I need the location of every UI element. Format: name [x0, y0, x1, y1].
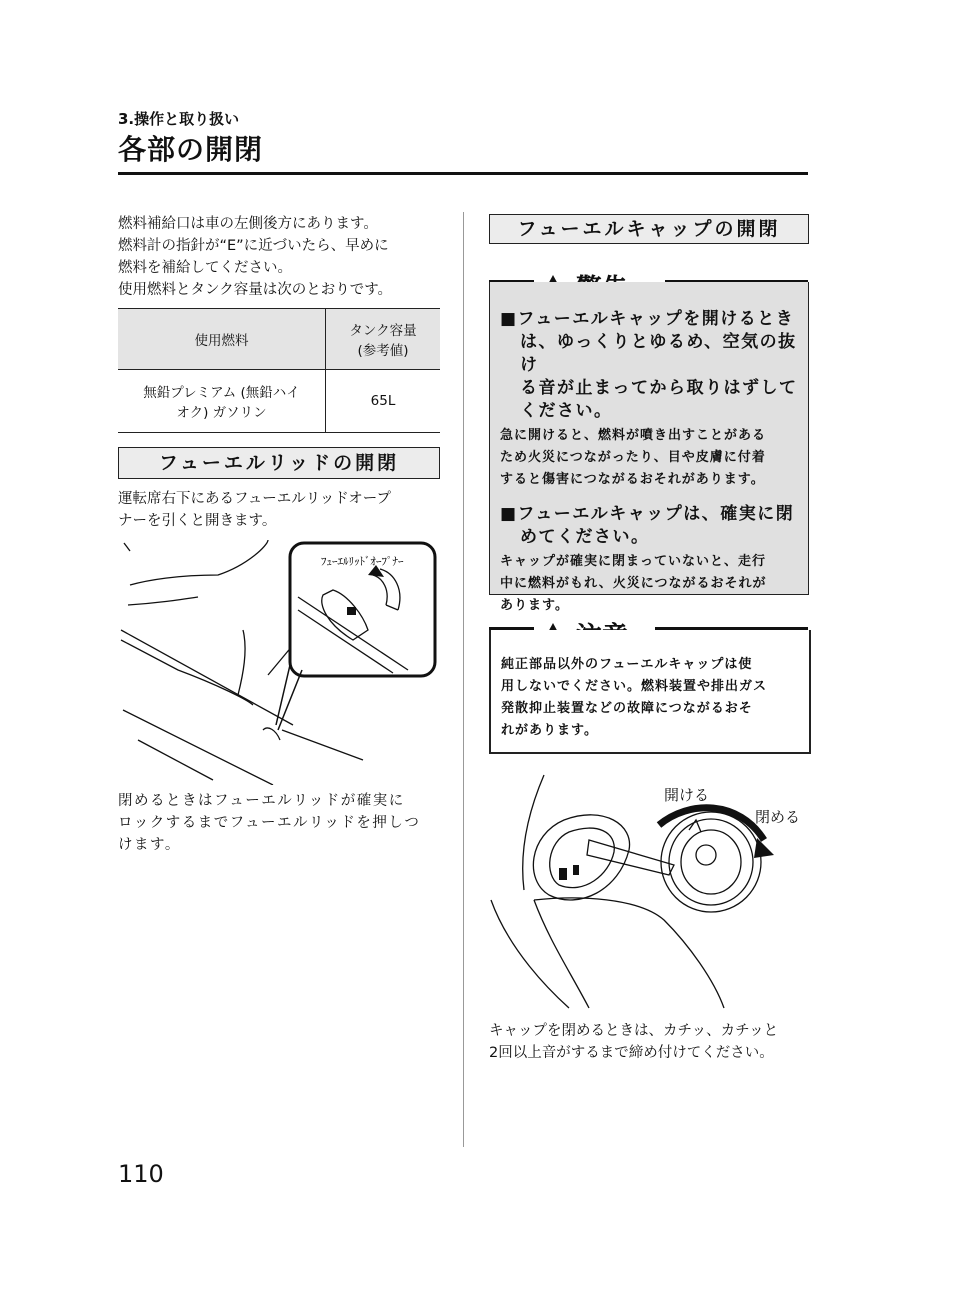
warning-item1-title: ■フューエルキャップを開けるとき は、ゆっくりとゆるめ、空気の抜け る音が止まってから取りはずして ください。 [500, 309, 798, 421]
page-title: 各部の開閉 [118, 133, 264, 166]
chapter-label: 3.操作と取り扱い [118, 110, 240, 128]
table-header-capacity: タンク容量 (参考値) [326, 309, 441, 370]
lid-close-text: 閉めるときはフューエルリッドが確実に ロックするまでフューエルリッドを押しつ けます。 [118, 793, 421, 853]
title-rule [118, 172, 808, 175]
caution-box: 純正部品以外のフューエルキャップは使 用しないでください。燃料装置や排出ガス 発散抑止装置などの故障につながるおそ れがあります。 [489, 630, 811, 754]
lid-open-text: 運転席右下にあるフューエルリッドオープ ナーを引くと開きます。 [118, 491, 392, 529]
opener-label: ﾌｭｰｴﾙﾘｯﾄﾞｵｰﾌﾟﾅｰ [321, 555, 404, 568]
table-header-fuel: 使用燃料 [118, 309, 326, 370]
warning-box [489, 282, 809, 613]
warning-item2-title: ■フューエルキャップは、確実に閉 めてください。 [500, 504, 795, 547]
open-label: 開ける [664, 786, 710, 804]
cap-section-title: フューエルキャップの開閉 [489, 214, 809, 244]
table-cell-capacity: 65L [326, 370, 441, 433]
fuel-lid-opener-illustration [118, 535, 440, 785]
column-divider [463, 212, 464, 1147]
warning-item1-body: 急に開けると、燃料が噴き出すことがある ため火災につながったり、目や皮膚に付着 すると傷害につながるおそれがあります。 [500, 428, 767, 487]
fuel-table [118, 308, 440, 433]
cap-close-text: キャップを閉めるときは、カチッ、カチッと 2回以上音がするまで締め付けてください。 [489, 1023, 779, 1061]
close-label: 閉める [755, 808, 801, 826]
table-cell-fuel: 無鉛プレミアム (無鉛ハイ オク) ガソリン [118, 370, 326, 433]
lid-section-title: フューエルリッドの開閉 [118, 447, 440, 479]
table-row [118, 370, 440, 433]
table-header-row [118, 309, 440, 370]
page-number: 110 [118, 1160, 164, 1188]
warning-item2-body: キャップが確実に閉まっていないと、走行 中に燃料がもれ、火災につながるおそれが あります。 [500, 554, 767, 613]
intro-text: 燃料補給口は車の左側後方にあります。 燃料計の指針が“E”に近づいたら、早めに 燃料を補給してください。 使用燃料とタンク容量は次のとおりです。 [118, 216, 393, 298]
